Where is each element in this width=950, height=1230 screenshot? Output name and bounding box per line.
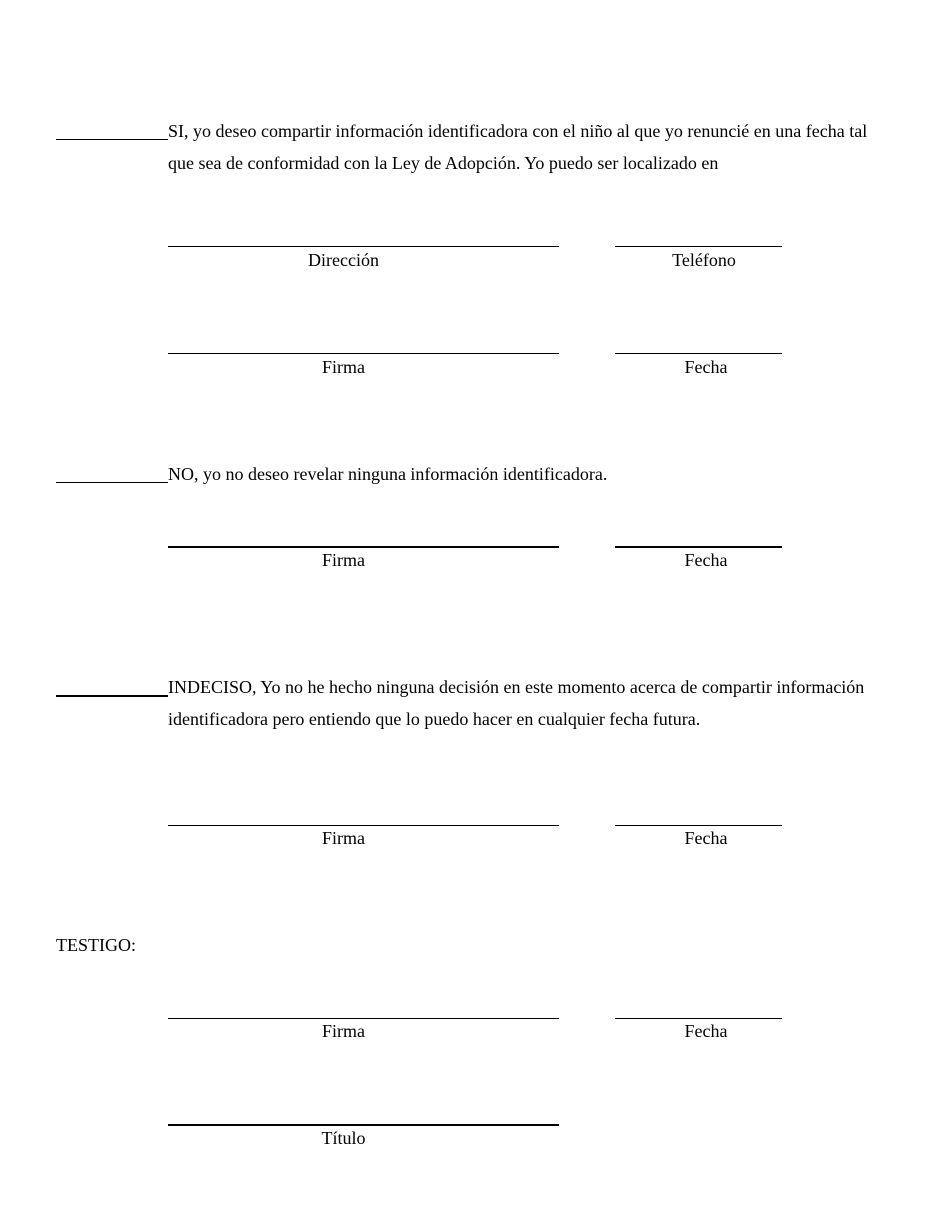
no-option-text [168, 458, 908, 490]
witness-signature-label: Firma [322, 1021, 365, 1041]
yes-checkbox-blank[interactable] [56, 139, 168, 140]
phone-line[interactable] [615, 246, 782, 247]
yes-option-line-2: que sea de conformidad con la Ley de Adopción. Yo puedo ser localizado en [168, 153, 719, 173]
yes-date-label: Fecha [684, 357, 728, 377]
yes-option-line-1: SI, yo deseo compartir información identificadora con el niño al que yo renuncié en una fecha tal [168, 121, 868, 141]
undecided-option-line-1: INDECISO, Yo no he hecho ninguna decisión en este momento acerca de compartir información [168, 677, 865, 697]
witness-date-label: Fecha [684, 1021, 728, 1041]
undecided-signature-label: Firma [322, 828, 365, 848]
no-signature-label: Firma [322, 550, 365, 570]
undecided-option-line-2: identificadora pero entiendo que lo puedo hacer en cualquier fecha futura. [168, 709, 701, 729]
address-label: Dirección [308, 250, 379, 270]
address-line[interactable] [168, 246, 559, 247]
undecided-checkbox-blank[interactable] [56, 695, 168, 697]
undecided-date-line[interactable] [615, 825, 782, 826]
undecided-signature-line[interactable] [168, 825, 559, 826]
no-checkbox-blank[interactable] [56, 482, 168, 483]
yes-signature-label: Firma [322, 357, 365, 377]
witness-signature-line[interactable] [168, 1018, 559, 1019]
undecided-option-text [168, 671, 908, 735]
witness-date-line[interactable] [615, 1018, 782, 1019]
witness-title-label: Título [321, 1128, 366, 1148]
no-date-line[interactable] [615, 546, 782, 548]
witness-heading: TESTIGO: [56, 935, 136, 955]
undecided-date-label: Fecha [684, 828, 728, 848]
yes-signature-line[interactable] [168, 353, 559, 354]
yes-option-text [168, 115, 908, 179]
no-date-label: Fecha [684, 550, 728, 570]
no-signature-line[interactable] [168, 546, 559, 548]
witness-title-line[interactable] [168, 1124, 559, 1126]
phone-label: Teléfono [672, 250, 736, 270]
no-option-line-1: NO, yo no deseo revelar ninguna información identificadora. [168, 464, 608, 484]
yes-date-line[interactable] [615, 353, 782, 354]
